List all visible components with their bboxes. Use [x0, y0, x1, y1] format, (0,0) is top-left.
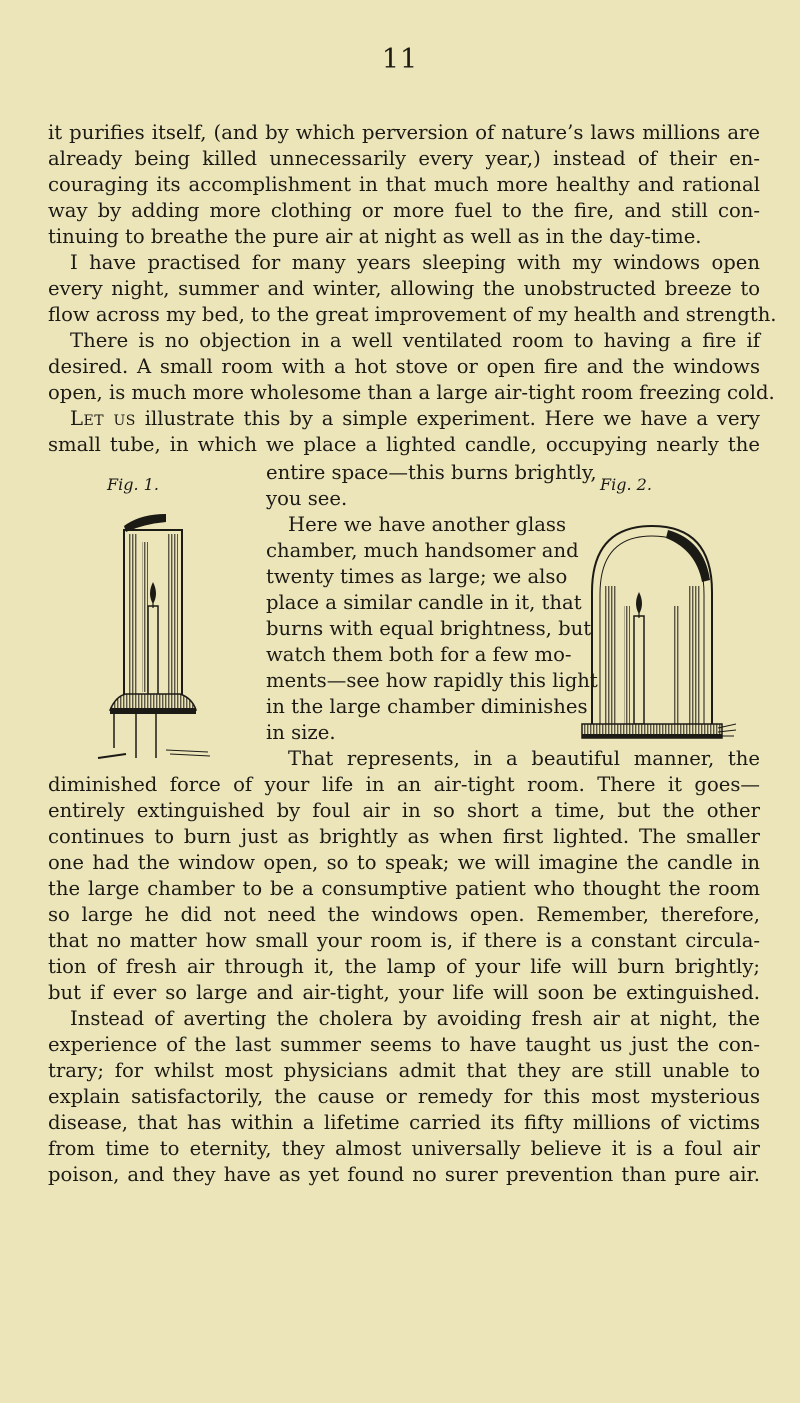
- text-line: Instead of averting the cholera by avoiding fresh air at night, the: [70, 1007, 760, 1030]
- fig-2-large-chamber-illustration: [560, 496, 740, 744]
- text-line: in the large chamber diminishes: [266, 695, 588, 718]
- text-line: [70, 406, 760, 432]
- text-line: tinuing to breathe the pure air at night as well as in the day-time.: [48, 225, 702, 248]
- page-number: 11: [381, 44, 419, 75]
- text-line: desired. A small room with a hot stove or open fire and the windows: [48, 355, 760, 378]
- text-line: twenty times as large; we also: [266, 565, 568, 588]
- text-line: it purifies itself, (and by which perversion of nature’s laws millions are: [48, 121, 760, 144]
- text-line: There is no objection in a well ventilated room to having a fire if: [70, 329, 760, 352]
- text-line: entirely extinguished by foul air in so short a time, but the other: [48, 799, 760, 822]
- let-us-rest: illustrate this by a simple experiment. Here we have a very: [135, 407, 760, 430]
- text-line: place a similar candle in it, that: [266, 591, 582, 614]
- text-line: continues to burn just as brightly as when first lighted. The smaller: [48, 825, 760, 848]
- text-line: small tube, in which we place a lighted candle, occupying nearly the: [48, 433, 760, 456]
- text-line: Here we have another glass: [288, 513, 567, 536]
- text-line: chamber, much handsomer and: [266, 539, 579, 562]
- text-line: open, is much more wholesome than a large air-tight room freezing cold.: [48, 381, 775, 404]
- fig-2-label: Fig. 2.: [600, 475, 652, 494]
- text-line: flow across my bed, to the great improvement of my health and strength.: [48, 303, 777, 326]
- text-line: experience of the last summer seems to have taught us just the con-: [48, 1033, 760, 1056]
- fig-1-small-tube-illustration: [96, 496, 256, 768]
- text-line: the large chamber to be a consumptive patient who thought the room: [48, 877, 760, 900]
- text-line: but if ever so large and air-tight, your life will soon be extinguished.: [48, 981, 760, 1004]
- fig-1-label: Fig. 1.: [107, 475, 159, 494]
- text-line: That represents, in a beautiful manner, the: [288, 747, 760, 770]
- text-line: diminished force of your life in an air-tight room. There it goes—: [48, 773, 760, 796]
- text-line: way by adding more clothing or more fuel to the fire, and still con-: [48, 199, 760, 222]
- text-line: couraging its accomplishment in that much more healthy and rational: [48, 173, 760, 196]
- text-line: one had the window open, so to speak; we will imagine the candle in: [48, 851, 760, 874]
- text-line: every night, summer and winter, allowing the unobstructed breeze to: [48, 277, 760, 300]
- text-line: explain satisfactorily, the cause or remedy for this most mysterious: [48, 1085, 760, 1108]
- text-line: that no matter how small your room is, if there is a constant circula-: [48, 929, 760, 952]
- text-line: from time to eternity, they almost universally believe it is a foul air: [48, 1137, 760, 1160]
- text-line: so large he did not need the windows open. Remember, therefore,: [48, 903, 760, 926]
- text-line: already being killed unnecessarily every year,) instead of their en-: [48, 147, 760, 170]
- let-us-lead: Let us: [70, 407, 136, 430]
- text-line: you see.: [266, 487, 348, 510]
- text-line: poison, and they have as yet found no surer prevention than pure air.: [48, 1163, 760, 1186]
- text-line: disease, that has within a lifetime carried its fifty millions of victims: [48, 1111, 760, 1134]
- text-line: I have practised for many years sleeping with my windows open: [70, 251, 760, 274]
- text-line: ments—see how rapidly this light: [266, 669, 598, 692]
- text-line: watch them both for a few mo-: [266, 643, 572, 666]
- text-line: trary; for whilst most physicians admit that they are still unable to: [48, 1059, 760, 1082]
- text-line: in size.: [266, 721, 336, 744]
- text-line: tion of fresh air through it, the lamp of your life will burn brightly;: [48, 955, 760, 978]
- text-line: burns with equal brightness, but: [266, 617, 592, 640]
- text-line: entire space—this burns brightly,: [266, 461, 597, 484]
